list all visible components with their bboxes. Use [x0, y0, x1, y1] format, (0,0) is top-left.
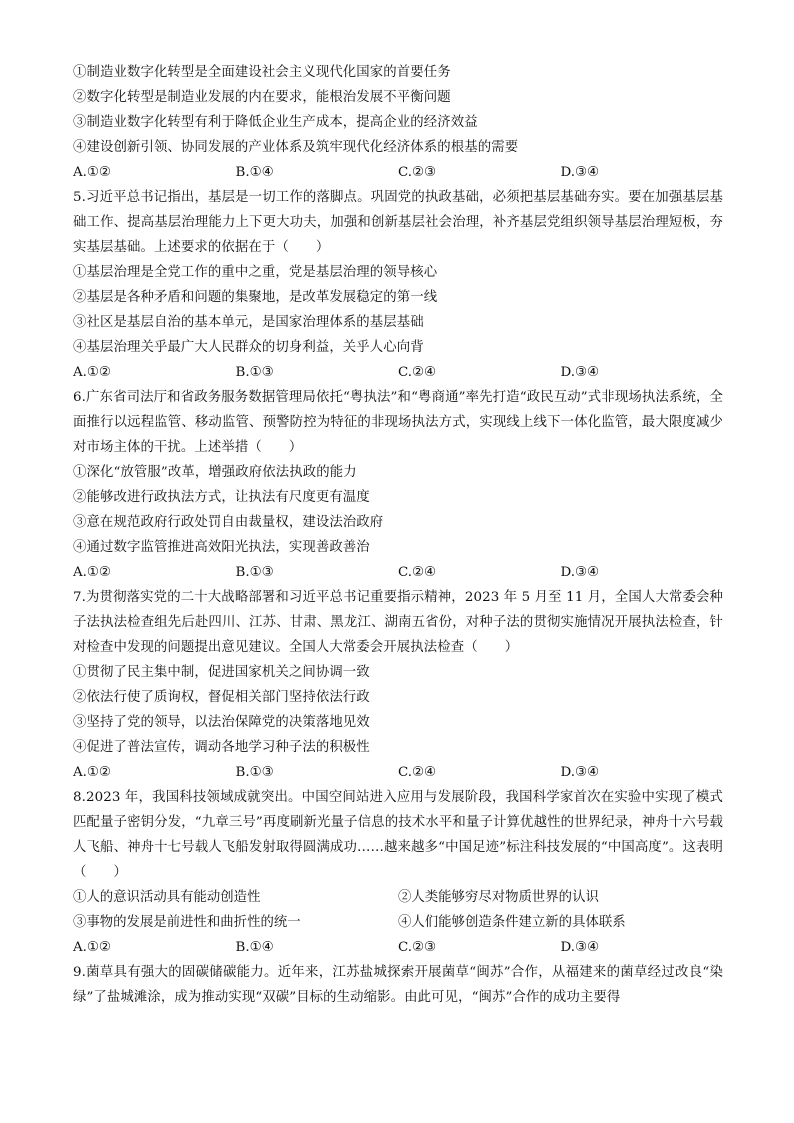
option-b: B.①③: [235, 565, 274, 580]
statement: ①制造业数字化转型是全面建设社会主义现代化国家的首要任务: [73, 65, 451, 80]
exam-page: [73, 60, 723, 1010]
question-8-options: [73, 935, 723, 960]
statement: ③意在规范政府行政处罚自由裁量权，建设法治政府: [73, 515, 384, 530]
statement: ④促进了普法宣传，调动各地学习种子法的积极性: [73, 740, 370, 755]
question-4-options: [73, 160, 723, 185]
statement: ①人的意识活动具有能动创造性: [73, 890, 261, 905]
statement: ①贯彻了民主集中制，促进国家机关之间协调一致: [73, 665, 370, 680]
option-a: A.①②: [73, 565, 111, 580]
option-b: B.①④: [235, 940, 274, 955]
option-a: A.①②: [73, 940, 111, 955]
option-c: C.②③: [398, 940, 437, 955]
option-d: D.③④: [560, 565, 600, 580]
question-5-options: [73, 360, 723, 385]
statement: ④建设创新引领、协同发展的产业体系及筑牢现代化经济体系的根基的需要: [73, 140, 519, 155]
option-d: D.③④: [560, 365, 600, 380]
option-c: C.②④: [398, 365, 437, 380]
option-b: B.①③: [235, 365, 274, 380]
option-d: D.③④: [560, 765, 600, 780]
question-8-statements-row-1: [73, 885, 723, 910]
statement: ④基层治理关乎最广大人民群众的切身利益，关乎人心向背: [73, 340, 424, 355]
option-a: A.①②: [73, 365, 111, 380]
statement: ③社区是基层自治的基本单元，是国家治理体系的基层基础: [73, 315, 424, 330]
statement: ②人类能够穷尽对物质世界的认识: [398, 890, 599, 905]
statement: ②能够改进行政执法方式，让执法有尺度更有温度: [73, 490, 370, 505]
option-b: B.①④: [235, 165, 274, 180]
question-4-statements: [73, 60, 723, 160]
statement: ②数字化转型是制造业发展的内在要求，能根治发展不平衡问题: [73, 90, 451, 105]
statement: ④通过数字监管推进高效阳光执法，实现善政善治: [73, 540, 370, 555]
question-7-stem: 7.为贯彻落实党的二十大战略部署和习近平总书记重要指示精神，2023 年 5 月至 11 月，全国人大常委会种子法执法检查组先后赴四川、江苏、甘肃、黑龙江、湖南五省份，对种子法的贯彻实施情况开展执法检查，针对检查中发现的问题提出意见建议。全国人大常委会开展执法检查（ ）: [73, 590, 723, 655]
question-9-stem: 9.菌草具有强大的固碳储碳能力。近年来，江苏盐城探索开展菌草“闽苏”合作，从福建来的菌草经过改良“染绿”了盐城滩涂，成为推动实现“双碳”目标的生动缩影。由此可见，“闽苏”合作的成功主要得: [73, 965, 723, 1005]
option-a: A.①②: [73, 765, 111, 780]
option-c: C.②④: [398, 765, 437, 780]
question-5-statements: [73, 260, 723, 360]
option-d: D.③④: [560, 165, 600, 180]
statement: ①基层治理是全党工作的重中之重，党是基层治理的领导核心: [73, 265, 438, 280]
question-6-stem: 6.广东省司法厅和省政务服务数据管理局依托“粤执法”和“粤商通”率先打造“政民互动”式非现场执法系统，全面推行以远程监管、移动监管、预警防控为特征的非现场执法方式，实现线上线下一体化监管，最大限度减少对市场主体的干扰。上述举措（ ）: [73, 390, 723, 455]
statement: ②依法行使了质询权，督促相关部门坚持依法行政: [73, 690, 370, 705]
question-8-stem: 8.2023 年，我国科技领域成就突出。中国空间站进入应用与发展阶段，我国科学家首次在实验中实现了模式匹配量子密钥分发，“九章三号”再度刷新光量子信息的技术水平和量子计算优越性的世界纪录，神舟十六号载人飞船、神舟十七号载人飞船发射取得圆满成功……越来越多“中国足迹”标注科技发展的“中国高度”。这表明（ ）: [73, 790, 723, 880]
option-c: C.②③: [398, 165, 437, 180]
statement: ②基层是各种矛盾和问题的集聚地，是改革发展稳定的第一线: [73, 290, 438, 305]
statement: ③坚持了党的领导，以法治保障党的决策落地见效: [73, 715, 370, 730]
question-7-statements: [73, 660, 723, 760]
question-7-options: [73, 760, 723, 785]
option-d: D.③④: [560, 940, 600, 955]
statement: ③事物的发展是前进性和曲折性的统一: [73, 915, 301, 930]
option-b: B.①③: [235, 765, 274, 780]
statement: ①深化“放管服”改革，增强政府依法执政的能力: [73, 465, 357, 480]
option-a: A.①②: [73, 165, 111, 180]
statement: ③制造业数字化转型有利于降低企业生产成本，提高企业的经济效益: [73, 115, 478, 130]
question-5-stem: 5.习近平总书记指出，基层是一切工作的落脚点。巩固党的执政基础，必须把基层基础夯实。要在加强基层基础工作、提高基层治理能力上下更大功夫，加强和创新基层社会治理，补齐基层党组织领导基层治理短板，夯实基层基础。上述要求的依据在于（ ）: [73, 190, 723, 255]
question-6-options: [73, 560, 723, 585]
option-c: C.②④: [398, 565, 437, 580]
question-8-statements-row-2: [73, 910, 723, 935]
question-6-statements: [73, 460, 723, 560]
statement: ④人们能够创造条件建立新的具体联系: [398, 915, 626, 930]
